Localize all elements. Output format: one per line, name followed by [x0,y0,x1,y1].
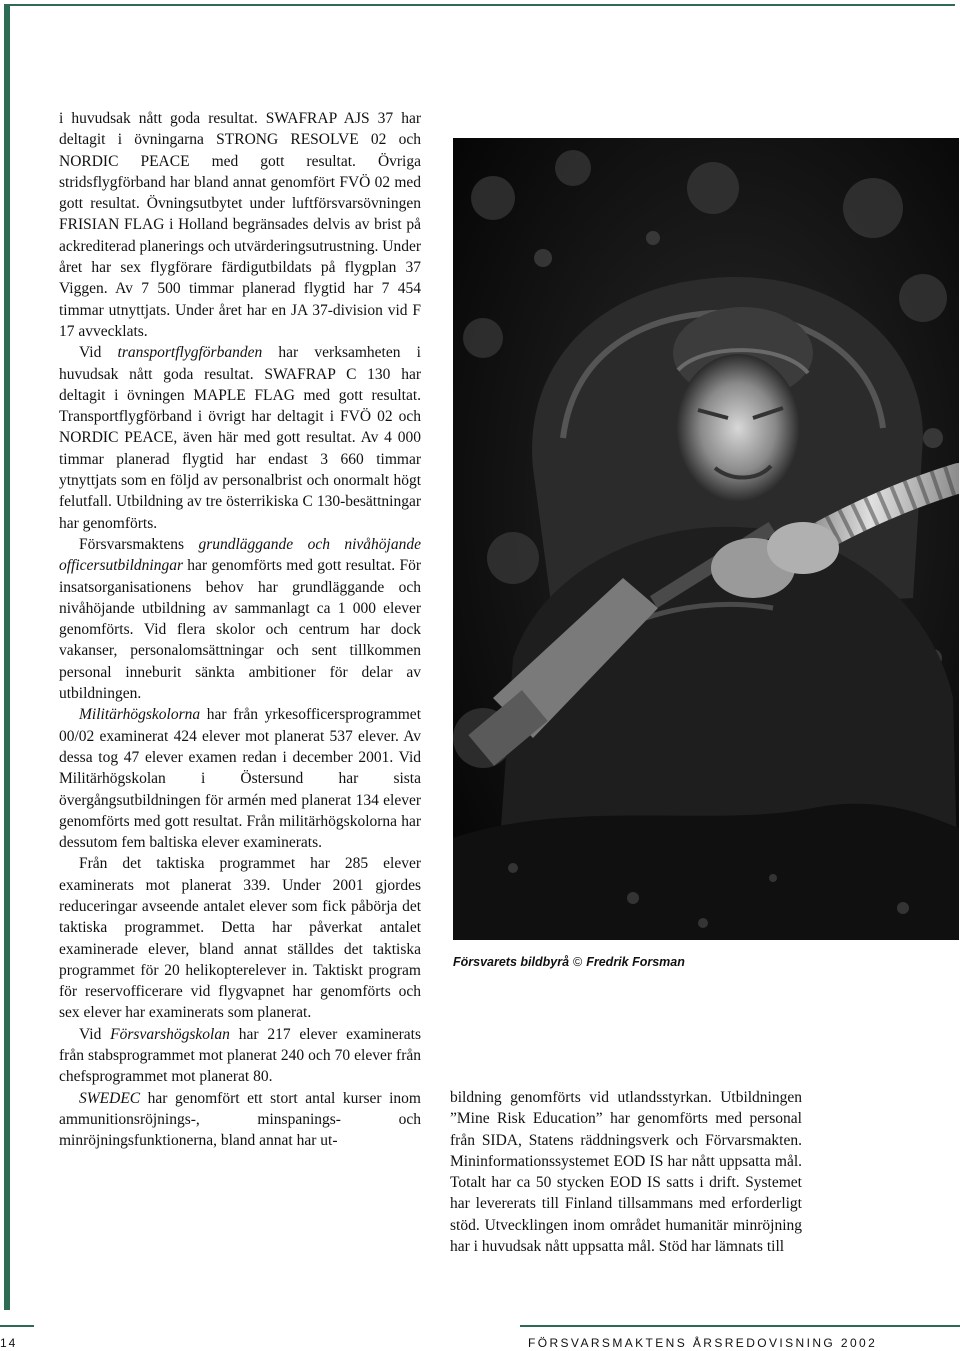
copyright-icon: © [573,955,583,969]
page-number-rule [0,1325,34,1327]
running-footer: FÖRSVARSMAKTENS ÅRSREDOVISNING 2002 [528,1336,878,1350]
top-rule [4,4,955,6]
credit-photographer: Fredrik Forsman [586,955,685,969]
paragraph: Vid Försvarshögskolan har 217 elever examinerats från stabsprogrammet mot planerat 240 och 70 elever från chefsprogrammet mot planerat 80. [59,1025,422,1086]
right-text-column [450,1087,802,1257]
left-rule [4,4,10,1310]
paragraph: i huvudsak nått goda resultat. SWAFRAP AJS 37 har deltagit i övningarna STRONG RESOLVE 02 och NORDIC PEACE med gott resultat. Övriga stridsflygförband har bland annat genomfört FVÖ 02 med gott resultat. Övningsutbytet under luftförsvarsövningen FRISIAN FLAG i Holland begränsades delvis av brist på ackrediterad planerings och utvärderingsutrustning. Under året har sex flygförare färdigutbildats på flygplan 37 Viggen. Av 7 500 timmar planerad flygtid har 7 454 timmar utnyttjats. Under året har en JA 37-division vid F 17 avvecklats. [59,110,421,340]
paragraph: Vid transportflygförbanden har verksamheten i huvudsak nått goda resultat. SWAFRAP C 130 har deltagit i övningen MAPLE FLAG med gott resultat. Transportflygförband i övrigt har deltagit i FVÖ 02 och NORDIC PEACE, även här med gott resultat. Av 4 000 timmar planerad flygtid har endast 3 660 timmar ytnyttjats som en följd av personalbrist och onormalt högt felutfall. Utbildning av tre österrikiska C 130-besättningar har genomförts. [59,344,421,532]
paragraph: Försvarsmaktens grundläggande och nivåhöjande officersutbildningar har genomförts med gott resultat. För insatsorganisationens behov har grundläggande och nivåhöjande utbildning av sammanlagt ca 1 000 elever genomförts. Vid flera skolor och centrum har dock vakanser, personalomsättningar och sent tillkommen personal inneburit sänkta ambitioner för delar av utbildningen. [59,535,421,703]
soldier-photo [453,138,959,940]
paragraph: SWEDEC har genomfört ett stort antal kurser inom ammunitionsröjnings-, minspanings- och minröjningsfunktionerna, bland annat har ut- [59,1089,421,1150]
photo-credit [453,955,873,969]
paragraph: bildning genomförts vid utlandsstyrkan. Utbildningen ”Mine Risk Education” har genomförts med personal från SIDA, Statens räddningsverk och Förvarsmakten. Mininformationssystemet EOD IS har nått uppsatta mål. Totalt har ca 50 stycken EOD IS satts i drift. Systemet har levererats till Finland tillsammans med erforderligt stöd. Utvecklingen inom området humanitär minröjning har i huvudsak nått uppsatta mål. Stöd har lämnats till [450,1089,802,1256]
paragraph: Från det taktiska programmet har 285 elever examinerats mot planerat 339. Under 2001 gjordes reduceringar avseende antalet elever som fick påbörja det taktiska programmet. Detta har påverkat antalet examinerade elever, bland annat ställdes det taktiska programmet för 20 helikopterelever in. Taktiskt program för reservofficerare vid flygvapnet har genomförts och sex elever har examinerats som planerat. [59,855,421,1022]
footer-rule [520,1325,960,1327]
credit-agency: Försvarets bildbyrå [453,955,570,969]
page-number: 14 [0,1336,18,1350]
left-text-column [59,108,421,1152]
soldier-photo-illustration [453,138,959,940]
paragraph: Militärhögskolorna har från yrkesofficersprogrammet 00/02 examinerat 424 elever mot planerat 537 elever. Av dessa tog 47 elever examen redan i december 2001. Vid Militärhögskolan i Östersund har sista övergångsutbildningen för armén med planerat 134 elever genomförts med gott resultat. Från militärhögskolorna har dessutom fem baltiska elever examinerats. [59,706,421,852]
